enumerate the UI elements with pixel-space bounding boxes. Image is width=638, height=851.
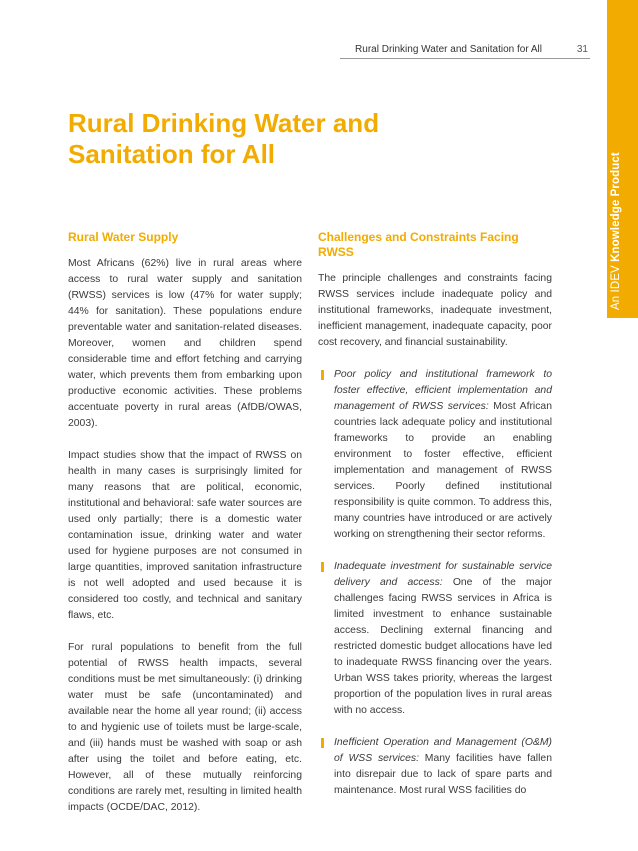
- bullet-item: [318, 735, 552, 799]
- bullet-lead: Inefficient Operation and Management (O&M) of WSS services:: [334, 737, 552, 764]
- page-number: 31: [576, 44, 588, 55]
- left-column: [68, 230, 302, 832]
- bullet-text: Many facilities have fallen into disrepair due to lack of spare parts and maintenance. Most rural WSS facilities do: [334, 753, 552, 796]
- running-header: [340, 40, 590, 59]
- paragraph: For rural populations to benefit from the full potential of RWSS health impacts, several conditions must be met simultaneously: (i) drinking water must be safe (uncontaminated) and available near the home all year round; (ii) access to and hygienic use of toilets must be large-scale, and (iii) hands must be washed with soap or ash after using the toilet and before eating, etc. However, all of these mutually reinforcing conditions are rarely met, resulting in limited health impacts (OCDE/DAC, 2012).: [68, 642, 302, 813]
- side-tab-label: [610, 152, 622, 310]
- bullet-lead: Inadequate investment for sustainable service delivery and access:: [334, 561, 552, 588]
- bullet-text: Most African countries lack adequate policy and institutional frameworks to provide an enabling environment to foster effective, efficient implementation and management of RWSS services. Poorly defined institutional responsibility is quite common. To address this, many countries have introduced or are actively working on strengthening their sector reforms.: [334, 401, 552, 540]
- side-tab: [607, 0, 638, 318]
- intro-paragraph: The principle challenges and constraints facing RWSS services include inadequate policy and institutional frameworks, inadequate investment, inefficient management, inadequate capacity, poor cost recovery, and financial sustainability.: [318, 273, 552, 348]
- paragraph: Impact studies show that the impact of RWSS on health in many cases is surprisingly limited for many reasons that are political, economic, institutional and behavioral: safe water sources are used only partially; there is a domestic water contamination issue, drinking water and water used for hygiene purposes are not consumed in large quantities, improved sanitation infrastructure is not well adopted and used because it is considered too costly, and technical and sanitary flaws, etc.: [68, 450, 302, 621]
- bullet-marker: [321, 370, 324, 380]
- side-tab-suffix: Knowledge Product: [610, 152, 622, 262]
- header-rule: [340, 58, 590, 59]
- bullet-marker: [321, 562, 324, 572]
- bullet-lead: Poor policy and institutional framework to foster effective, efficient implementation and management of RWSS services:: [334, 369, 552, 412]
- paragraph: Most Africans (62%) live in rural areas where access to rural water supply and sanitation (RWSS) services is low (47% for water supply; 44% for sanitation). These populations endure preventable water and sanitation-related diseases. Moreover, women and children spend considerable time and effort fetching and carrying water, which prevents them from embarking upon productive economic activities. These problems accentuate poverty in rural areas (AfDB/OWAS, 2003).: [68, 258, 302, 429]
- bullet-text: One of the major challenges facing RWSS services in Africa is limited investment to enhance sustainable access. Declining external financing and restricted domestic budget allocations have led to inadequate RWSS financing over the years. Urban WSS takes priority, whereas the largest proportion of the population lives in rural areas with no access.: [334, 577, 553, 716]
- section-heading-challenges: Challenges and Constraints Facing RWSS: [318, 230, 519, 259]
- bullet-marker: [321, 738, 324, 748]
- side-tab-prefix: An IDEV: [610, 265, 622, 310]
- section-heading-rural-water-supply: Rural Water Supply: [68, 230, 179, 244]
- running-title: Rural Drinking Water and Sanitation for All: [355, 44, 542, 55]
- bullet-item: [318, 559, 552, 719]
- right-column: [318, 230, 552, 815]
- bullet-item: [318, 367, 552, 543]
- page-title: Rural Drinking Water and Sanitation for All: [68, 108, 380, 169]
